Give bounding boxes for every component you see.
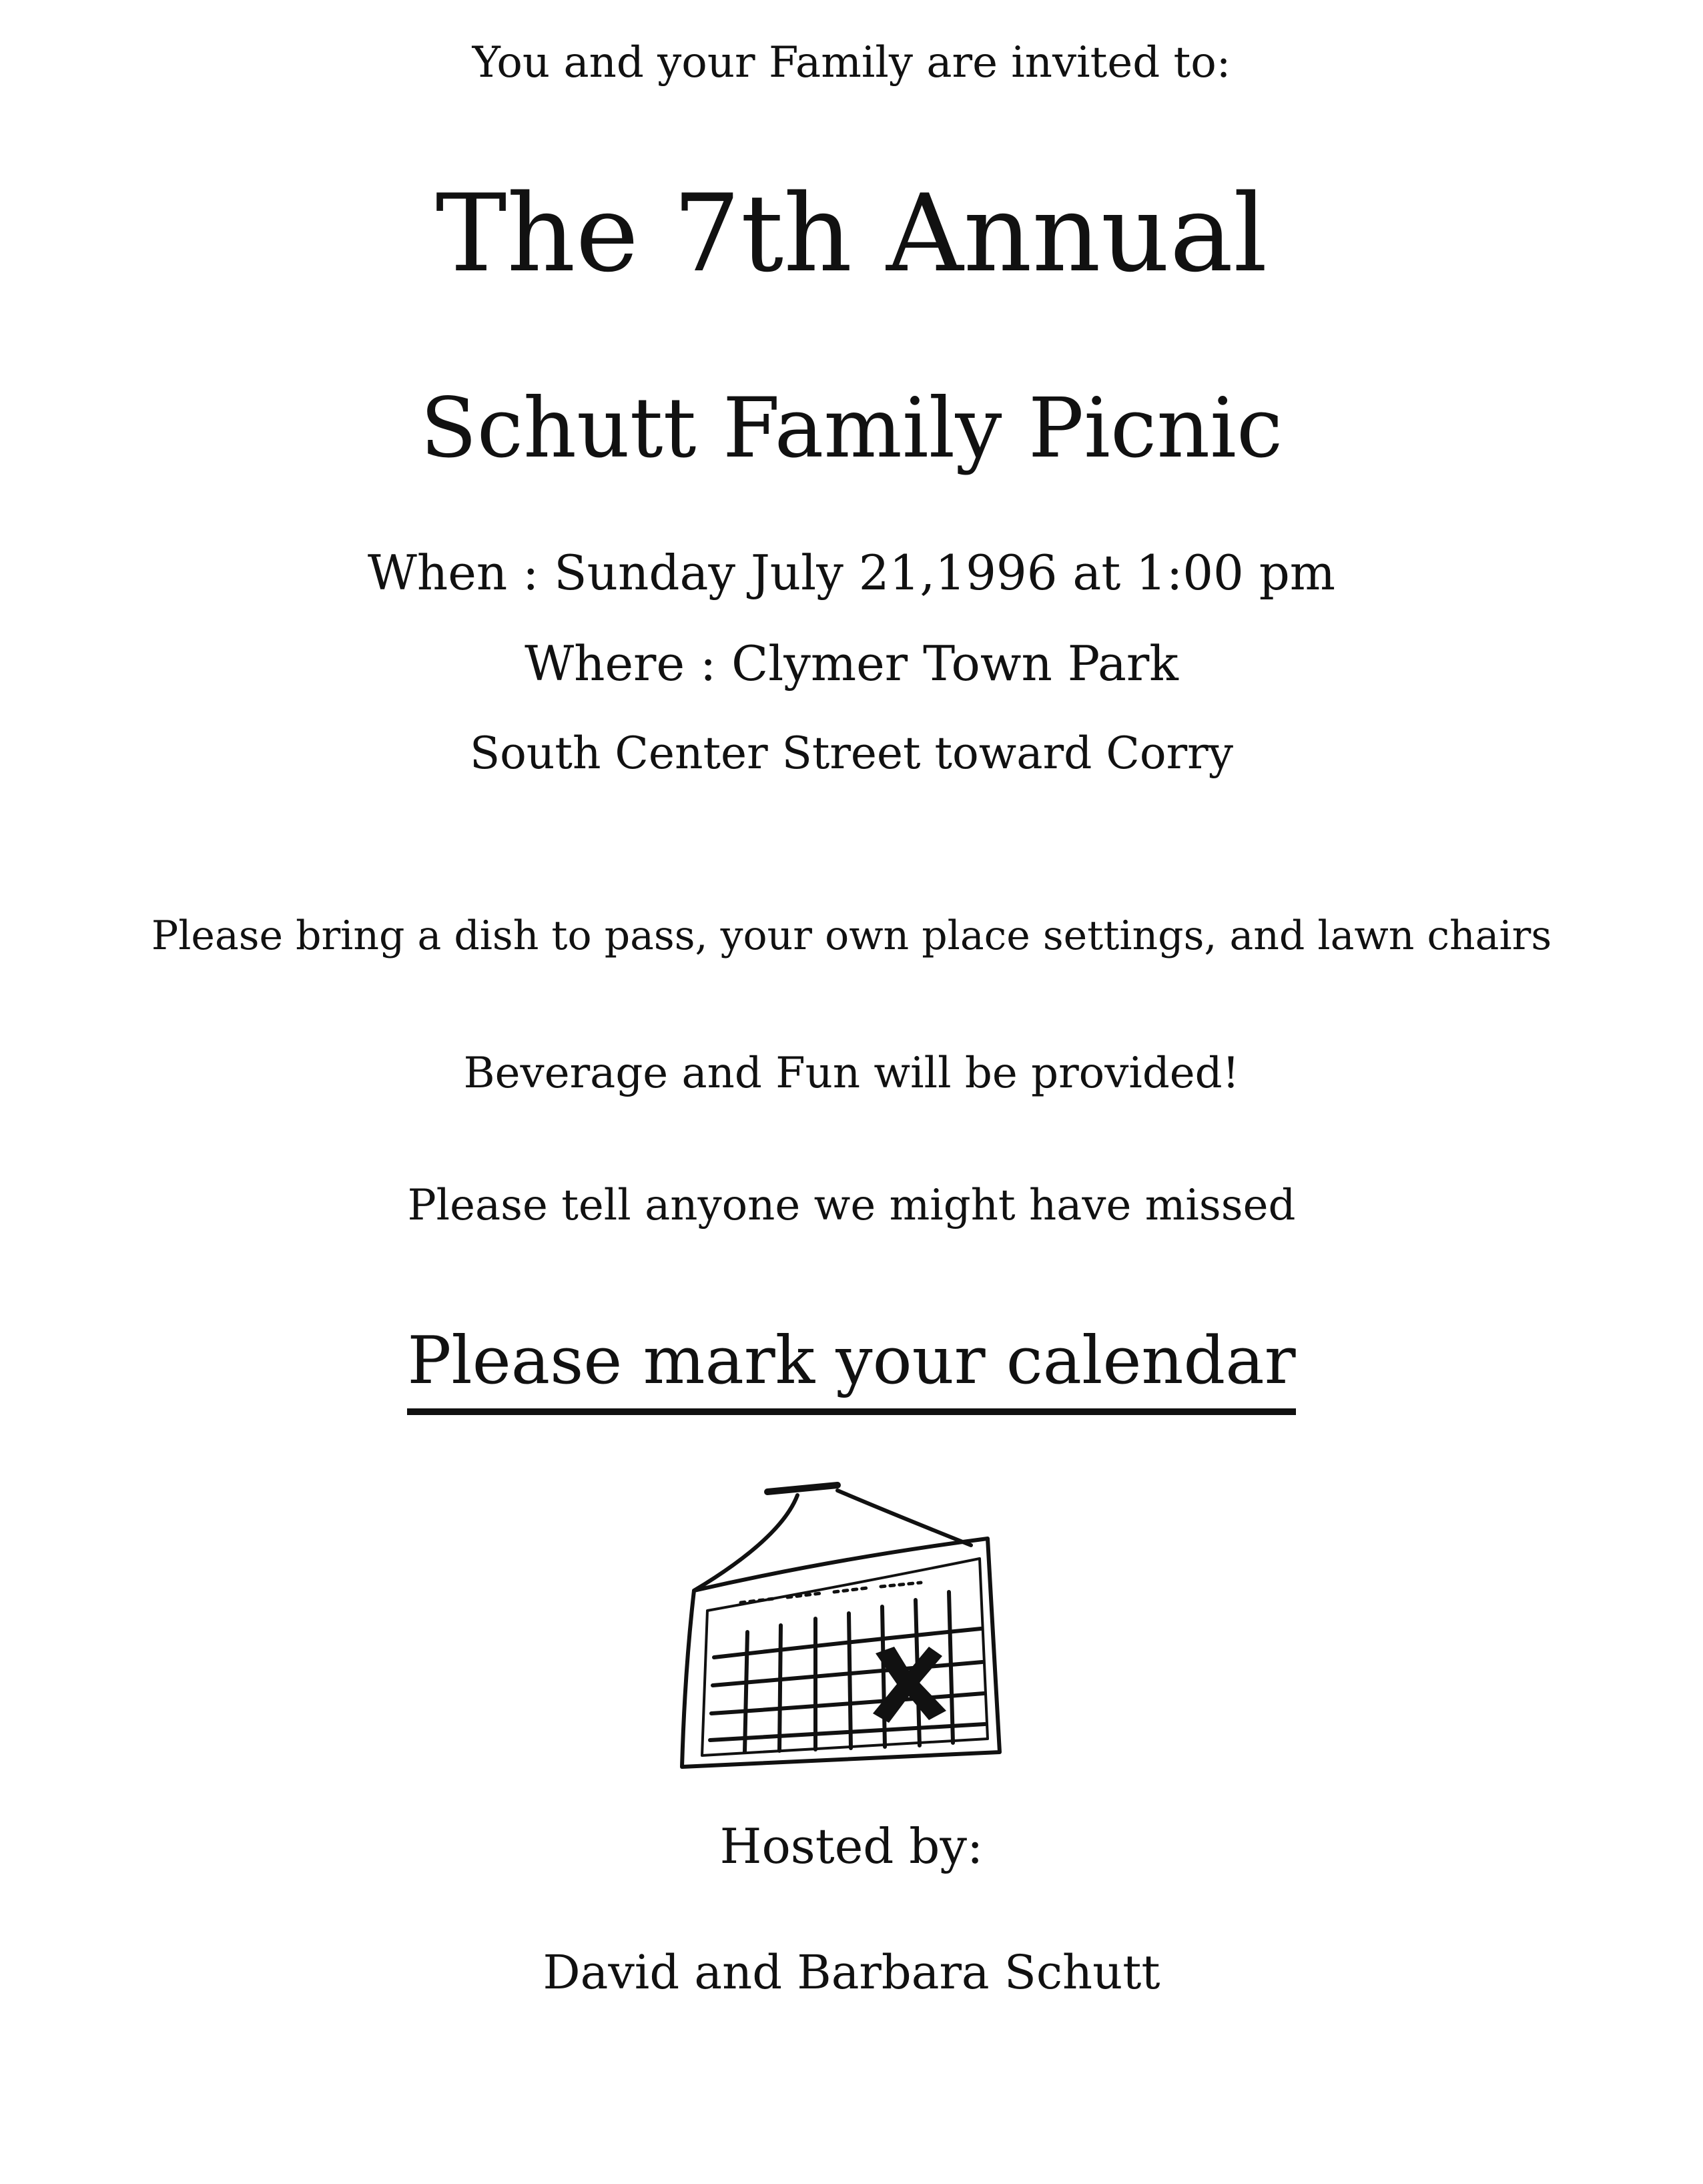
host-names: David and Barbara Schutt [543, 1945, 1160, 2000]
intro-text: You and your Family are invited to: [472, 38, 1231, 87]
calendar-icon [667, 1458, 1014, 1786]
hosted-label: Hosted by: [719, 1818, 984, 1874]
calendar-note-wrap [0, 1323, 1703, 1415]
bring-note: Please bring a dish to pass, your own place settings, and lawn chairs [151, 912, 1552, 959]
event-street: South Center Street toward Corry [469, 728, 1234, 779]
calendar-note: Please mark your calendar [407, 1328, 1295, 1415]
event-where: Where : Clymer Town Park [525, 635, 1178, 692]
event-when: When : Sunday July 21,1996 at 1:00 pm [367, 545, 1336, 601]
beverage-note: Beverage and Fun will be provided! [463, 1049, 1240, 1098]
event-title-line-1: The 7th Annual [435, 171, 1268, 296]
event-title-line-2: Schutt Family Picnic [420, 380, 1283, 477]
tell-note: Please tell anyone we might have missed [407, 1181, 1296, 1230]
